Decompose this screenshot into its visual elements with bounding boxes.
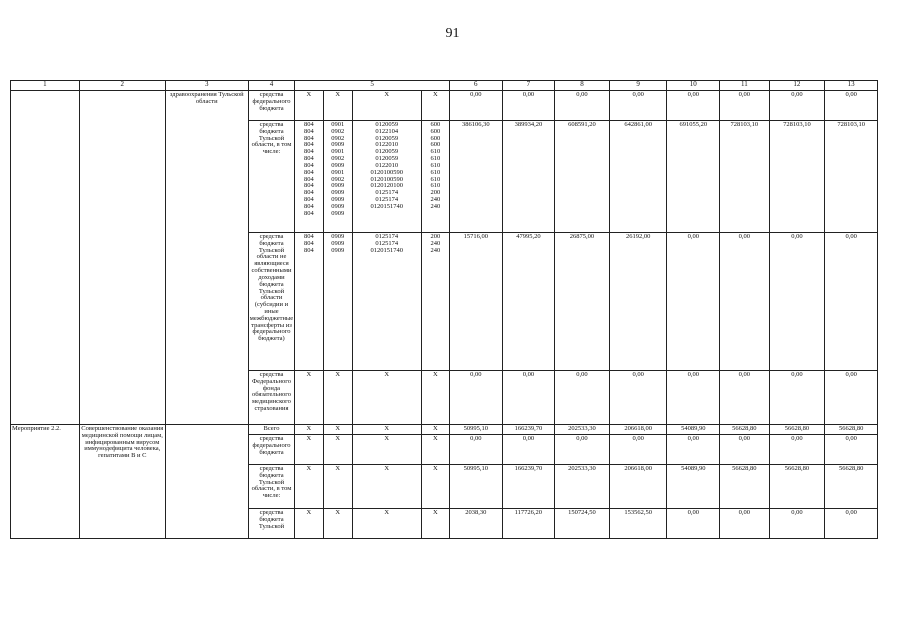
col-header-12: 12 [769, 81, 825, 91]
table-row [11, 425, 878, 435]
value-cell: 26192,00 [609, 233, 667, 371]
value-cell: 0,00 [449, 371, 502, 425]
value-cell: 56628,80 [769, 425, 825, 435]
code-rzpr: X [323, 465, 352, 509]
code-vr: 600 600 600 600 610 610 610 610 610 610 200 240 240 [421, 121, 449, 233]
value-cell: 206618,00 [609, 425, 667, 435]
value-cell: 386106,30 [449, 121, 502, 233]
value-cell: 0,00 [555, 91, 610, 121]
code-grbs: X [295, 509, 323, 539]
col-header-4: 4 [248, 81, 295, 91]
code-rzpr: X [323, 371, 352, 425]
value-cell: 206618,00 [609, 465, 667, 509]
value-cell: 153562,50 [609, 509, 667, 539]
value-cell: 728103,10 [720, 121, 770, 233]
value-cell: 0,00 [667, 435, 720, 465]
value-cell: 54089,90 [667, 465, 720, 509]
value-cell: 0,00 [825, 91, 878, 121]
value-cell: 0,00 [825, 233, 878, 371]
value-cell: 56628,80 [825, 425, 878, 435]
value-cell: 728103,10 [825, 121, 878, 233]
code-csr: X [352, 509, 421, 539]
budget-table [10, 80, 878, 539]
value-cell: 0,00 [609, 91, 667, 121]
value-cell: 0,00 [667, 371, 720, 425]
value-cell: 202533,30 [555, 425, 610, 435]
code-vr: X [421, 465, 449, 509]
funding-source: средства федерального бюджета [248, 91, 295, 121]
code-grbs: 804 804 804 804 804 804 804 804 804 804 804 804 804 804 [295, 121, 323, 233]
funding-source: средства бюджета Тульской области, в том числе: [248, 465, 295, 509]
value-cell: 0,00 [609, 435, 667, 465]
col-header-5: 5 [295, 81, 450, 91]
value-cell: 0,00 [720, 91, 770, 121]
value-cell: 0,00 [720, 509, 770, 539]
value-cell: 166239,70 [502, 465, 555, 509]
value-cell: 0,00 [449, 91, 502, 121]
code-vr: X [421, 435, 449, 465]
column-number-row [11, 81, 878, 91]
funding-source: средства бюджета Тульской области, в том числе: [248, 121, 295, 233]
code-rzpr: X [323, 91, 352, 121]
col-header-1: 1 [11, 81, 80, 91]
code-csr: X [352, 371, 421, 425]
code-rzpr: X [323, 509, 352, 539]
value-cell: 50995,10 [449, 465, 502, 509]
value-cell: 202533,30 [555, 465, 610, 509]
value-cell: 389934,20 [502, 121, 555, 233]
code-grbs: X [295, 435, 323, 465]
col-header-11: 11 [720, 81, 770, 91]
col-header-13: 13 [825, 81, 878, 91]
measure-name-cell [79, 91, 165, 425]
col-header-3: 3 [165, 81, 248, 91]
value-cell: 0,00 [769, 435, 825, 465]
value-cell: 15716,00 [449, 233, 502, 371]
executor-cell [165, 425, 248, 539]
value-cell: 2038,30 [449, 509, 502, 539]
value-cell: 0,00 [720, 435, 770, 465]
code-rzpr: X [323, 425, 352, 435]
code-rzpr: 0901 0902 0902 0909 0901 0902 0909 0901 0902 0909 0909 0909 0909 0909 [323, 121, 352, 233]
value-cell: 56628,80 [720, 465, 770, 509]
code-csr: X [352, 91, 421, 121]
value-cell: 117726,20 [502, 509, 555, 539]
value-cell: 56628,80 [720, 425, 770, 435]
code-grbs: X [295, 425, 323, 435]
code-csr: 0120059 0122104 0120059 0122010 0120059 0120059 0122010 0120100590 0120100590 0120120100 0125174 0125174 0120151740 [352, 121, 421, 233]
value-cell: 0,00 [825, 509, 878, 539]
value-cell: 0,00 [667, 509, 720, 539]
value-cell: 50995,10 [449, 425, 502, 435]
col-header-9: 9 [609, 81, 667, 91]
value-cell: 0,00 [609, 371, 667, 425]
value-cell: 642861,00 [609, 121, 667, 233]
value-cell: 0,00 [769, 233, 825, 371]
funding-source: средства Федерального фонда обязательного медицинского страхования [248, 371, 295, 425]
value-cell: 0,00 [720, 233, 770, 371]
value-cell: 54089,90 [667, 425, 720, 435]
col-header-6: 6 [449, 81, 502, 91]
code-grbs: X [295, 371, 323, 425]
value-cell: 0,00 [769, 91, 825, 121]
code-vr: 200 240 240 [421, 233, 449, 371]
col-header-7: 7 [502, 81, 555, 91]
value-cell: 0,00 [502, 371, 555, 425]
value-cell: 26875,00 [555, 233, 610, 371]
code-csr: X [352, 465, 421, 509]
measure-cell [11, 91, 80, 425]
measure-number: Мероприятие 2.2. [11, 425, 80, 539]
code-vr: X [421, 509, 449, 539]
value-cell: 0,00 [769, 371, 825, 425]
code-rzpr: 0909 0909 0909 [323, 233, 352, 371]
value-cell: 0,00 [825, 371, 878, 425]
col-header-8: 8 [555, 81, 610, 91]
value-cell: 0,00 [667, 233, 720, 371]
value-cell: 0,00 [769, 509, 825, 539]
code-csr: X [352, 435, 421, 465]
code-vr: X [421, 91, 449, 121]
measure-name: Совершенствование оказания медицинской помощи лицам, инфицированным вирусом иммунодефицита человека, гепатитами B и C [79, 425, 165, 539]
funding-source: средства бюджета Тульской области не являющиеся собственными доходами бюджета Тульской области (субсидии и иные межбюджетные трансферты из федерального бюджета) [248, 233, 295, 371]
value-cell: 728103,10 [769, 121, 825, 233]
value-cell: 0,00 [825, 435, 878, 465]
col-header-2: 2 [79, 81, 165, 91]
funding-source: средства федерального бюджета [248, 435, 295, 465]
value-cell: 0,00 [449, 435, 502, 465]
value-cell: 150724,50 [555, 509, 610, 539]
code-vr: X [421, 425, 449, 435]
value-cell: 56628,80 [825, 465, 878, 509]
code-grbs: X [295, 91, 323, 121]
executor-cell: здравоохранения Тульской области [165, 91, 248, 425]
code-grbs: 804 804 804 [295, 233, 323, 371]
value-cell: 0,00 [720, 371, 770, 425]
value-cell: 0,00 [667, 91, 720, 121]
value-cell: 56628,80 [769, 465, 825, 509]
table-row [11, 91, 878, 121]
value-cell: 47995,20 [502, 233, 555, 371]
code-rzpr: X [323, 435, 352, 465]
value-cell: 0,00 [502, 91, 555, 121]
value-cell: 0,00 [502, 435, 555, 465]
page-number: 91 [445, 26, 460, 41]
funding-source: Всего [248, 425, 295, 435]
funding-source: средства бюджета Тульской [248, 509, 295, 539]
col-header-10: 10 [667, 81, 720, 91]
code-csr: 0125174 0125174 0120151740 [352, 233, 421, 371]
value-cell: 691055,20 [667, 121, 720, 233]
code-csr: X [352, 425, 421, 435]
value-cell: 608591,20 [555, 121, 610, 233]
value-cell: 166239,70 [502, 425, 555, 435]
code-vr: X [421, 371, 449, 425]
value-cell: 0,00 [555, 435, 610, 465]
code-grbs: X [295, 465, 323, 509]
value-cell: 0,00 [555, 371, 610, 425]
